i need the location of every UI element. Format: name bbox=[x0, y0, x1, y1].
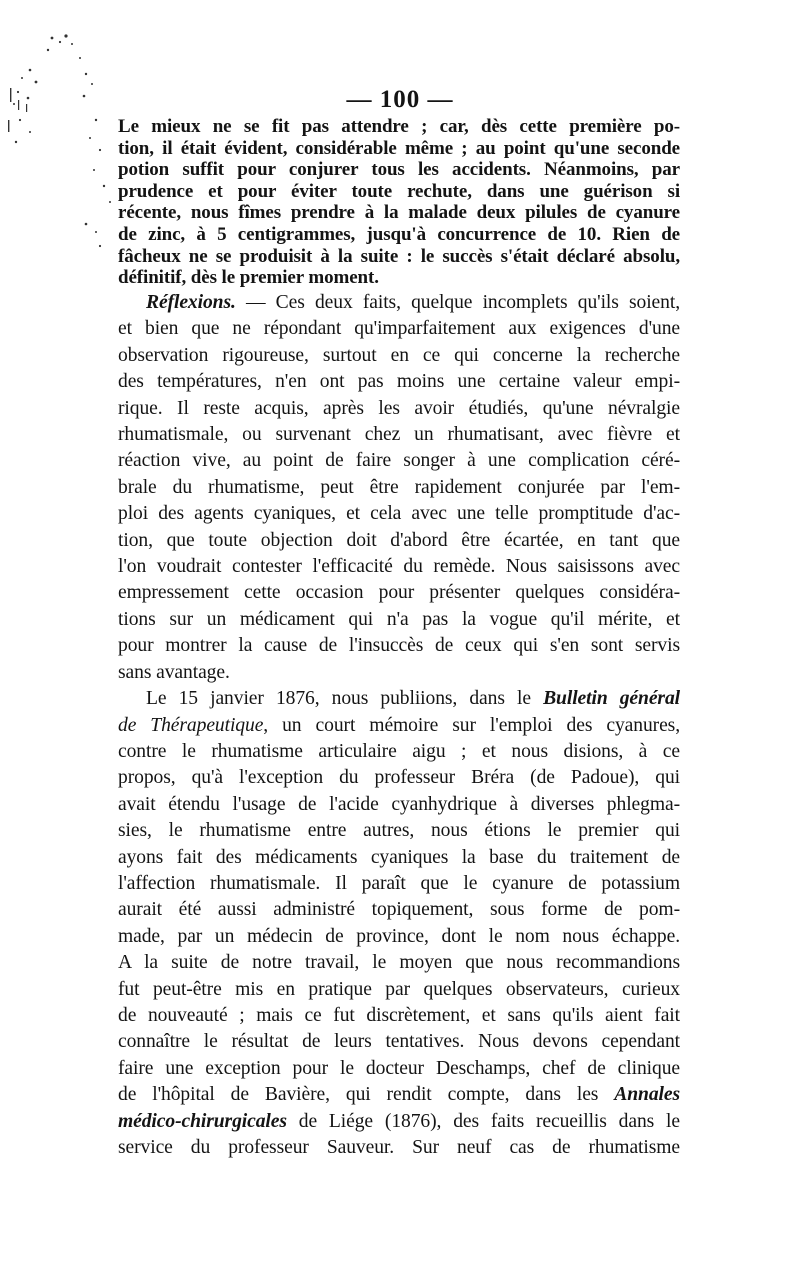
text-line: l'affection rhumatismale. Il paraît que le cyanure de potassium bbox=[118, 872, 680, 894]
text-line: brale du rhumatisme, peut être rapidement conjurée par l'em- bbox=[118, 476, 680, 498]
text-line: prudence et pour éviter toute rechute, dans une guérison si bbox=[118, 180, 680, 202]
text-line: fut peut-être mis en pratique par quelques observateurs, curieux bbox=[118, 978, 680, 1000]
text-line: tions sur un médicament qui n'a pas la vogue qu'il mérite, et bbox=[118, 608, 680, 630]
text-line bbox=[118, 1109, 680, 1135]
body-text bbox=[118, 290, 680, 1161]
text-line: made, par un médecin de province, dont le nom nous échappe. bbox=[118, 925, 680, 947]
text-line: sies, le rhumatisme entre autres, nous étions le premier qui bbox=[118, 820, 680, 842]
text-line: ploi des agents cyaniques, et cela avec une telle promptitude d'ac- bbox=[118, 503, 680, 525]
page-number: — 100 — bbox=[346, 86, 454, 113]
text-line bbox=[118, 713, 680, 739]
text-line: de zinc, à 5 centigrammes, jusqu'à concurrence de 10. Rien de bbox=[118, 223, 680, 245]
journal-title: Annales bbox=[614, 1084, 680, 1106]
journal-title: médico-chirurgicales bbox=[118, 1110, 287, 1132]
journal-title: Bulletin général bbox=[543, 688, 680, 710]
text-line: et bien que ne répondant qu'imparfaitement aux exigences d'une bbox=[118, 318, 680, 340]
text-line: aurait été aussi administré topiquement, sous forme de pom- bbox=[118, 899, 680, 921]
text-line: sans avantage. bbox=[118, 661, 230, 683]
text-line bbox=[118, 290, 680, 316]
text-line: A la suite de notre travail, le moyen que nous recommandions bbox=[118, 952, 680, 974]
text-line: observation rigoureuse, surtout en ce qui concerne la recherche bbox=[118, 344, 680, 366]
text-line: empressement cette occasion pour présenter quelques considéra- bbox=[118, 582, 680, 604]
text-fragment: — Ces deux faits, quelque incomplets qu'ils soient, bbox=[235, 292, 680, 313]
text-line: rique. Il reste acquis, après les avoir étudiés, qu'une névralgie bbox=[118, 397, 680, 419]
text-line: récente, nous fîmes prendre à la malade deux pilules de cyanure bbox=[118, 202, 680, 224]
text-line: de nouveauté ; mais ce fut discrètement, et sans qu'ils aient fait bbox=[118, 1004, 680, 1026]
text-line: tion, que toute objection doit d'abord être écartée, en tant que bbox=[118, 529, 680, 551]
text-line bbox=[118, 1082, 680, 1108]
text-line: connaître le résultat de leurs tentatives. Nous devons cependant bbox=[118, 1031, 680, 1053]
text-line: rhumatismale, ou survenant chez un rhumatisant, avec fièvre et bbox=[118, 424, 680, 446]
text-line: ayons fait des médicaments cyaniques la base du traitement de bbox=[118, 846, 680, 868]
text-line: contre le rhumatisme articulaire aigu ; et nous disions, à ce bbox=[118, 740, 680, 762]
paragraph-conclusion-case bbox=[118, 116, 680, 289]
text-line: Le mieux ne se fit pas attendre ; car, dès cette première po- bbox=[118, 116, 680, 137]
text-line: des températures, n'en ont pas moins une certaine valeur empi- bbox=[118, 371, 680, 393]
text-line: potion suffit pour conjurer tous les accidents. Néanmoins, par bbox=[118, 159, 680, 181]
text-line: service du professeur Sauveur. Sur neuf cas de rhumatisme bbox=[118, 1137, 680, 1158]
journal-title: de Thérapeutique bbox=[118, 714, 264, 736]
text-line bbox=[118, 686, 680, 712]
text-line: définitif, dès le premier moment. bbox=[118, 267, 379, 289]
text-line: faire une exception pour le docteur Deschamps, chef de clinique bbox=[118, 1057, 680, 1079]
section-heading-reflexions: Réflexions. bbox=[146, 292, 236, 313]
text-line: réaction vive, au point de faire songer à une complication céré- bbox=[118, 450, 680, 472]
text-line: tion, il était évident, considérable même ; au point qu'une seconde bbox=[118, 137, 680, 159]
text-line: propos, qu'à l'exception du professeur Bréra (de Padoue), qui bbox=[118, 767, 680, 789]
text-fragment: de l'hôpital de Bavière, qui rendit compte, dans les bbox=[118, 1084, 615, 1106]
text-line: avait étendu l'usage de l'acide cyanhydrique à diverses phlegma- bbox=[118, 793, 680, 815]
text-line: fâcheux ne se produisit à la suite : le succès s'était déclaré absolu, bbox=[118, 245, 680, 267]
text-line: l'on voudrait contester l'efficacité du remède. Nous saisissons avec bbox=[118, 556, 680, 578]
text-fragment: Le 15 janvier 1876, nous publiions, dans le bbox=[146, 688, 544, 710]
text-line: pour montrer la cause de l'insuccès de ceux qui s'en sont servis bbox=[118, 635, 680, 657]
text-fragment: , un court mémoire sur l'emploi des cyanures, bbox=[263, 714, 680, 736]
text-fragment: de Liége (1876), des faits recueillis dans le bbox=[286, 1110, 680, 1132]
